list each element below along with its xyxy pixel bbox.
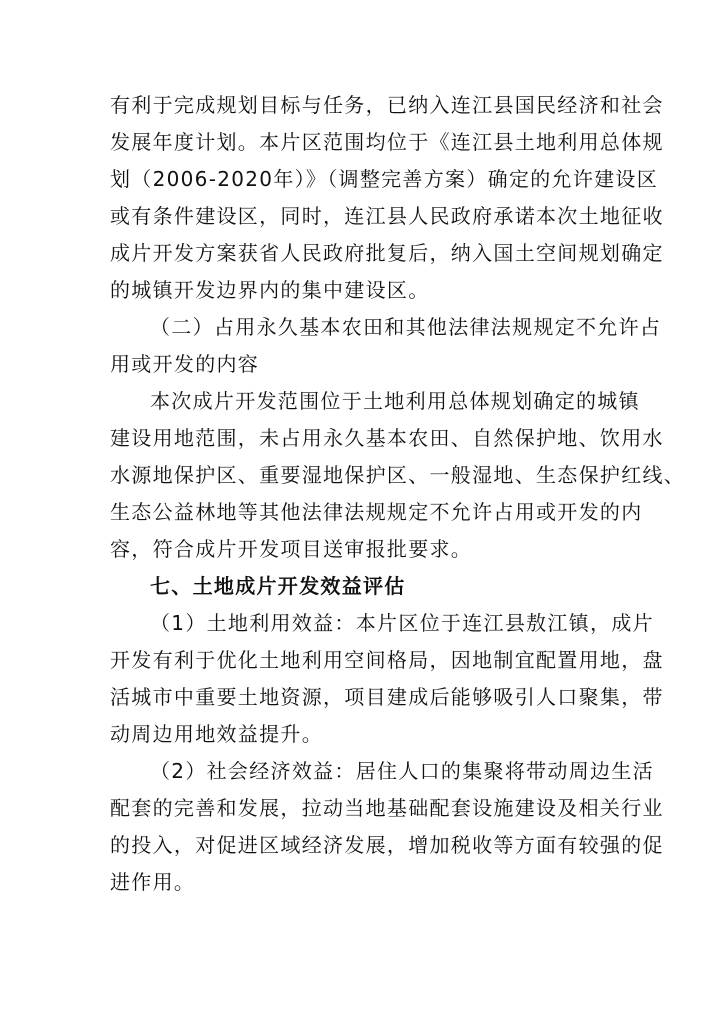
paragraph-line: 划（2006-2020年）》（调整完善方案）确定的允许建设区 [110, 167, 659, 191]
paragraph-line: 容，符合成片开发项目送审报批要求。 [110, 537, 473, 561]
paragraph-line: 本次成片开发范围位于土地利用总体规划确定的城镇 [150, 389, 640, 413]
paragraph-line: 成片开发方案获省人民政府批复后，纳入国土空间规划确定 [110, 241, 664, 265]
paragraph-line: 生态公益林地等其他法律法规规定不允许占用或开发的内 [110, 500, 643, 524]
paragraph-line: 或有条件建设区，同时，连江县人民政府承诺本次土地征收 [110, 204, 664, 228]
subsection-heading-line: 用或开发的内容 [110, 352, 260, 376]
paragraph-line: 动周边用地效益提升。 [110, 722, 323, 746]
paragraph-line: 进作用。 [110, 870, 196, 894]
paragraph-line: 配套的完善和发展，拉动当地基础配套设施建设及相关行业 [110, 796, 664, 820]
paragraph-line: （2）社会经济效益：居住人口的集聚将带动周边生活 [150, 759, 654, 783]
paragraph-line: 的城镇开发边界内的集中建设区。 [110, 278, 430, 302]
subsection-heading-line: （二）占用永久基本农田和其他法律法规规定不允许占 [150, 315, 662, 339]
paragraph-line: 活城市中重要土地资源，项目建成后能够吸引人口聚集，带 [110, 685, 664, 709]
paragraph-line: 水源地保护区、重要湿地保护区、一般湿地、生态保护红线、 [110, 463, 686, 487]
paragraph-line: （1）土地利用效益：本片区位于连江县敖江镇，成片 [150, 611, 654, 635]
paragraph-line: 有利于完成规划目标与任务，已纳入连江县国民经济和社会 [110, 93, 664, 117]
paragraph-line: 开发有利于优化土地利用空间格局，因地制宜配置用地，盘 [110, 648, 664, 672]
paragraph-line: 建设用地范围，未占用永久基本农田、自然保护地、饮用水 [110, 426, 664, 450]
paragraph-line: 的投入，对促进区域经济发展，增加税收等方面有较强的促 [110, 833, 664, 857]
paragraph-line: 发展年度计划。本片区范围均位于《连江县土地利用总体规 [110, 130, 664, 154]
section-heading: 七、土地成片开发效益评估 [150, 574, 406, 598]
